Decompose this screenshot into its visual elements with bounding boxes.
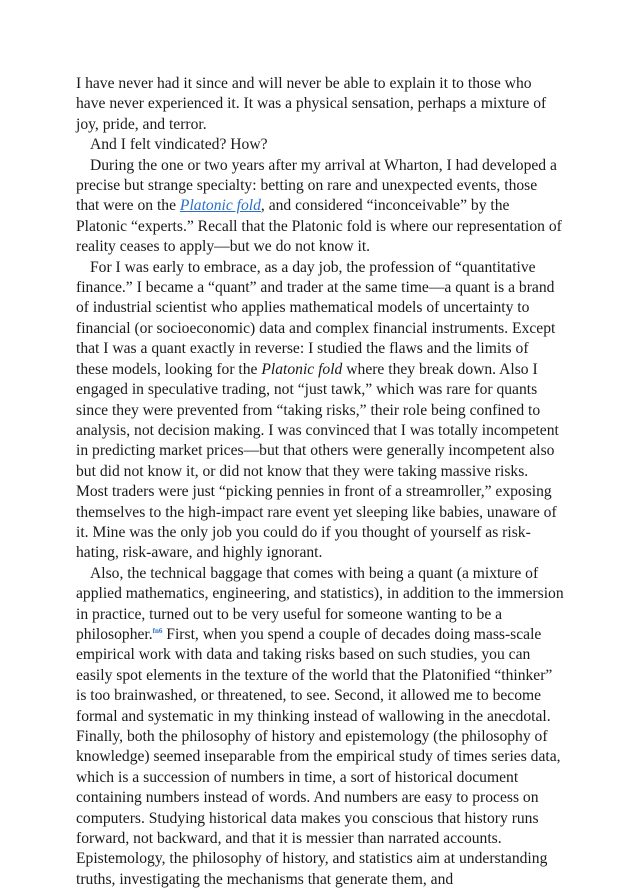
paragraph-5-text-a: Also, the technical baggage that comes with being a quant (a mixture of applied mathematics, engineering, and statistics), in addition to the immersion in practice, turned out to be very useful for someone wanting to be a philosopher.: [76, 564, 564, 643]
platonic-fold-emphasis: Platonic fold: [261, 360, 343, 378]
paragraph-1: I have never had it since and will never be able to explain it to those who have never experienced it. It was a physical sensation, perhaps a mixture of joy, pride, and terror.: [76, 75, 547, 133]
paragraph-3-text-b: , and considered “inconceivable” by the Platonic “experts.” Recall that the Platonic fold is where our representation of reality ceases to apply—but we do not know it.: [76, 197, 562, 256]
paragraph-5: [76, 564, 564, 890]
footnote-link[interactable]: fn6: [152, 626, 163, 635]
paragraph-2: And I felt vindicated? How?: [90, 136, 268, 154]
paragraph-3: [76, 156, 564, 258]
page-body: [76, 74, 564, 890]
paragraph-5-text-b: First, when you spend a couple of decades doing mass-scale empirical work with data and taking risks based on such studies, you can easily spot elements in the texture of the world that the Platonified “thinker” is too brainwashed, or threatened, to see. Second, it allowed me to become formal and systematic in my thinking instead of wallowing in the anecdotal. Finally, both the philosophy of history and epistemology (the philosophy of knowledge) seemed inseparable from the empirical study of times series data, which is a succession of numbers in time, a sort of historical document containing numbers instead of words. And numbers are easy to process on computers. Studying historical data makes you conscious that history runs forward, not backward, and that it is messier than narrated accounts. Epistemology, the philosophy of history, and statistics aim at understanding truths, investigating the mechanisms that generate them, and: [76, 625, 561, 888]
paragraph-4: [76, 258, 564, 564]
paragraph-3-text-a: During the one or two years after my arrival at Wharton, I had developed a precise but strange specialty: betting on rare and unexpected events, those that were on the: [76, 156, 557, 215]
paragraph-4-text-b: where they break down. Also I engaged in speculative trading, not “just tawk,” which was rare for quants since they were prevented from “taking risks,” their role being confined to analysis, not decision making. I was convinced that I was totally incompetent in predicting market prices—but that others were generally incompetent also but did not know it, or did not know that they were taking massive risks. Most traders were just “picking pennies in front of a streamroller,” exposing themselves to the high-impact rare event yet sleeping like babies, unaware of it. Mine was the only job you could do if you thought of yourself as risk-hating, risk-aware, and highly ignorant.: [76, 360, 559, 562]
platonic-fold-link[interactable]: Platonic fold: [179, 197, 261, 215]
paragraph-4-text-a: For I was early to embrace, as a day job, the profession of “quantitative finance.” I became a “quant” and trader at the same time—a quant is a brand of industrial scientist who applies mathematical models of uncertainty to financial (or socioeconomic) data and complex financial instruments. Except that I was a quant exactly in reverse: I studied the flaws and the limits of these models, looking for the: [76, 258, 556, 378]
